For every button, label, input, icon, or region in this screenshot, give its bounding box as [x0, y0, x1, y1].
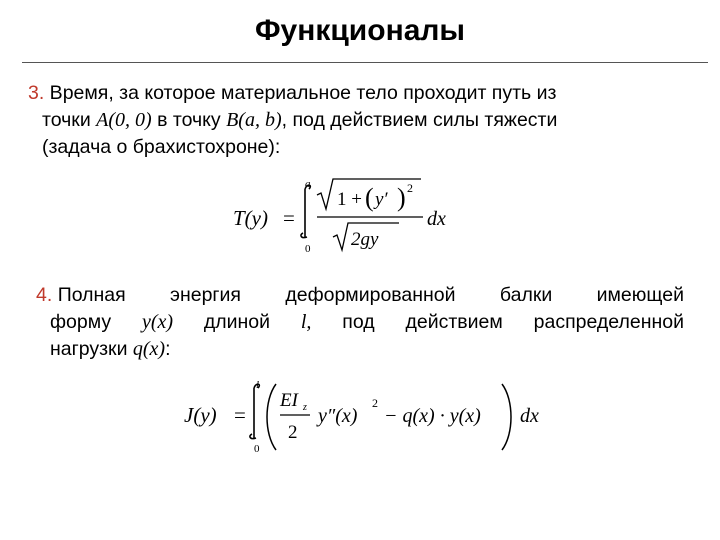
f1-num-one: 1 + [337, 189, 362, 210]
f2-dx: dx [520, 405, 539, 427]
f2-frac-sub: z [303, 402, 307, 413]
f2-frac-num: EI [280, 390, 298, 411]
func-y: y(x) [141, 311, 174, 333]
f1-paren-open: ( [365, 183, 374, 212]
f1-paren-close: ) [397, 183, 406, 212]
f1-denominator: 2gy [351, 229, 379, 250]
point-a: A(0, 0) [96, 109, 152, 131]
item2-word-3: деформированной [285, 284, 456, 306]
f2-big-paren-open [267, 384, 276, 450]
item1-line3: (задача о брахистохроне): [42, 136, 281, 158]
item2-text-nagruzki: нагрузки [50, 338, 133, 360]
item2-word-1 [36, 282, 126, 309]
item2-word-dlinoy: длиной [203, 311, 271, 333]
f1-lhs: T(y) [233, 206, 268, 230]
item2-word-4: балки [499, 284, 553, 306]
func-q: q(x) [132, 338, 166, 360]
f2-integral-sign [250, 384, 259, 438]
f2-upper-limit: l [256, 379, 260, 391]
item2-word-polnaya: Полная [57, 284, 126, 306]
item1-text-a: точки [42, 109, 97, 131]
f1-num-yprime: y′ [375, 189, 388, 210]
f2-big-paren-close [502, 384, 511, 450]
f1-num-exponent: 2 [407, 181, 413, 195]
item2-word-pod: под [342, 311, 375, 333]
item2-word-formu: форму [50, 311, 112, 333]
item1-line2 [28, 107, 557, 134]
title-divider [22, 62, 708, 63]
list-item-beam-energy [36, 282, 684, 363]
point-b: B(a, b) [226, 109, 282, 131]
formula-brachistochrone [225, 175, 465, 262]
var-l: l, [300, 311, 312, 333]
f2-exponent: 2 [372, 396, 378, 410]
f2-eq: = [234, 403, 246, 427]
f1-eq: = [283, 206, 295, 230]
item2-line1 [36, 282, 684, 309]
f1-dx: dx [427, 208, 446, 230]
item2-word-raspred: распределенной [533, 311, 684, 333]
item2-colon: : [165, 338, 171, 360]
f2-minus-q-term: − q(x) · y(x) [384, 405, 481, 427]
item1-text-c: , под действием силы тяжести [281, 109, 558, 131]
formula-beam-energy [180, 378, 560, 461]
item2-number: 4. [36, 284, 53, 306]
list-item-brachistochrone [28, 80, 557, 161]
item2-word-deystviem: действием [405, 311, 503, 333]
f2-frac-den: 2 [288, 422, 298, 443]
formula-2-svg [180, 378, 560, 456]
f1-upper-limit: a [305, 178, 311, 190]
item2-word-5: имеющей [596, 284, 684, 306]
slide-title: Функционалы [254, 14, 466, 47]
item2-word-2: энергия [170, 284, 241, 306]
f2-ydoubleprime: y″(x) [318, 405, 358, 427]
f2-lhs: J(y) [184, 403, 217, 427]
item1-text-line1: Время, за которое материальное тело проходит путь из [44, 82, 557, 104]
item1-line1 [28, 80, 557, 107]
f2-lower-limit: 0 [254, 443, 260, 455]
item1-text-b: в точку [151, 109, 227, 131]
formula-1-svg [225, 175, 465, 257]
item1-number: 3. [28, 82, 45, 104]
f1-lower-limit: 0 [305, 243, 311, 255]
item2-line2 [36, 309, 684, 336]
item2-line3 [36, 336, 684, 363]
f1-integral-sign [301, 185, 310, 237]
